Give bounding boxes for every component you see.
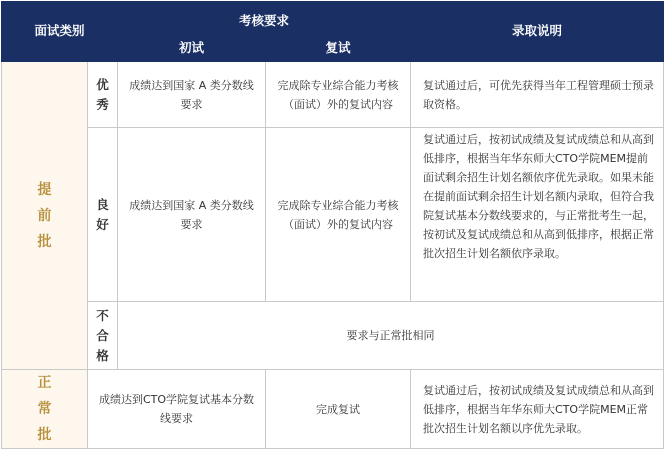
grade-char: 良 — [96, 196, 109, 212]
normal-admission: 复试通过后，按初试成绩及复试成绩总和从高到低排序，根据当年华东师大CTO学院MEM正常批次招生计划名额以序优先录取。 — [411, 370, 664, 449]
normal-first-round: 成绩达到CTO学院复试基本分数线要求 — [88, 370, 266, 449]
early-batch-char: 批 — [37, 233, 52, 250]
normal-batch-char: 正 — [37, 375, 52, 391]
header-admission: 录取说明 — [411, 2, 664, 62]
normal-batch-label — [2, 370, 88, 449]
grade-char: 格 — [96, 347, 109, 363]
good-admission: 复试通过后，按初试成绩及复试成绩总和从高到低排序，根据当年华东师大CTO学院MEM提前面试剩余招生计划名额依序优先录取。如果未能在提前面试剩余招生计划名额内录取，但符合我院复试基本分数线要求的，与正常批考生一起，按初试及复试成绩总和从高到低排序，根据正常批次招生计划名额依序录取。 — [411, 128, 664, 302]
fail-merged-note: 要求与正常批相同 — [118, 302, 664, 370]
good-first-round: 成绩达到国家 A 类分数线要求 — [118, 128, 266, 302]
excellent-admission: 复试通过后，可优先获得当年工程管理硕士预录取资格。 — [411, 62, 664, 128]
admission-requirements-table — [1, 1, 664, 449]
header-requirements: 考核要求 — [118, 2, 411, 33]
grade-excellent — [88, 62, 118, 128]
grade-char: 合 — [96, 327, 109, 343]
grade-char: 优 — [96, 76, 109, 92]
excellent-first-round: 成绩达到国家 A 类分数线要求 — [118, 62, 266, 128]
normal-batch-char: 常 — [37, 401, 52, 417]
grade-char: 秀 — [96, 96, 109, 112]
table-row — [2, 370, 664, 449]
header-second-round: 复试 — [266, 33, 411, 62]
grade-char: 不 — [96, 307, 109, 323]
early-batch-char: 前 — [37, 207, 52, 224]
grade-good — [88, 128, 118, 302]
good-second-round: 完成除专业综合能力考核（面试）外的复试内容 — [266, 128, 411, 302]
header-category: 面试类别 — [2, 2, 118, 62]
excellent-second-round: 完成除专业综合能力考核（面试）外的复试内容 — [266, 62, 411, 128]
header-row-top — [2, 2, 664, 33]
grade-fail — [88, 302, 118, 370]
table-row — [2, 62, 664, 128]
early-batch-char: 提 — [37, 181, 52, 198]
table-row — [2, 302, 664, 370]
table-row — [2, 128, 664, 302]
early-batch-label — [2, 62, 88, 370]
normal-batch-char: 批 — [37, 427, 52, 443]
header-first-round: 初试 — [118, 33, 266, 62]
normal-second-round: 完成复试 — [266, 370, 411, 449]
grade-char: 好 — [96, 216, 109, 232]
